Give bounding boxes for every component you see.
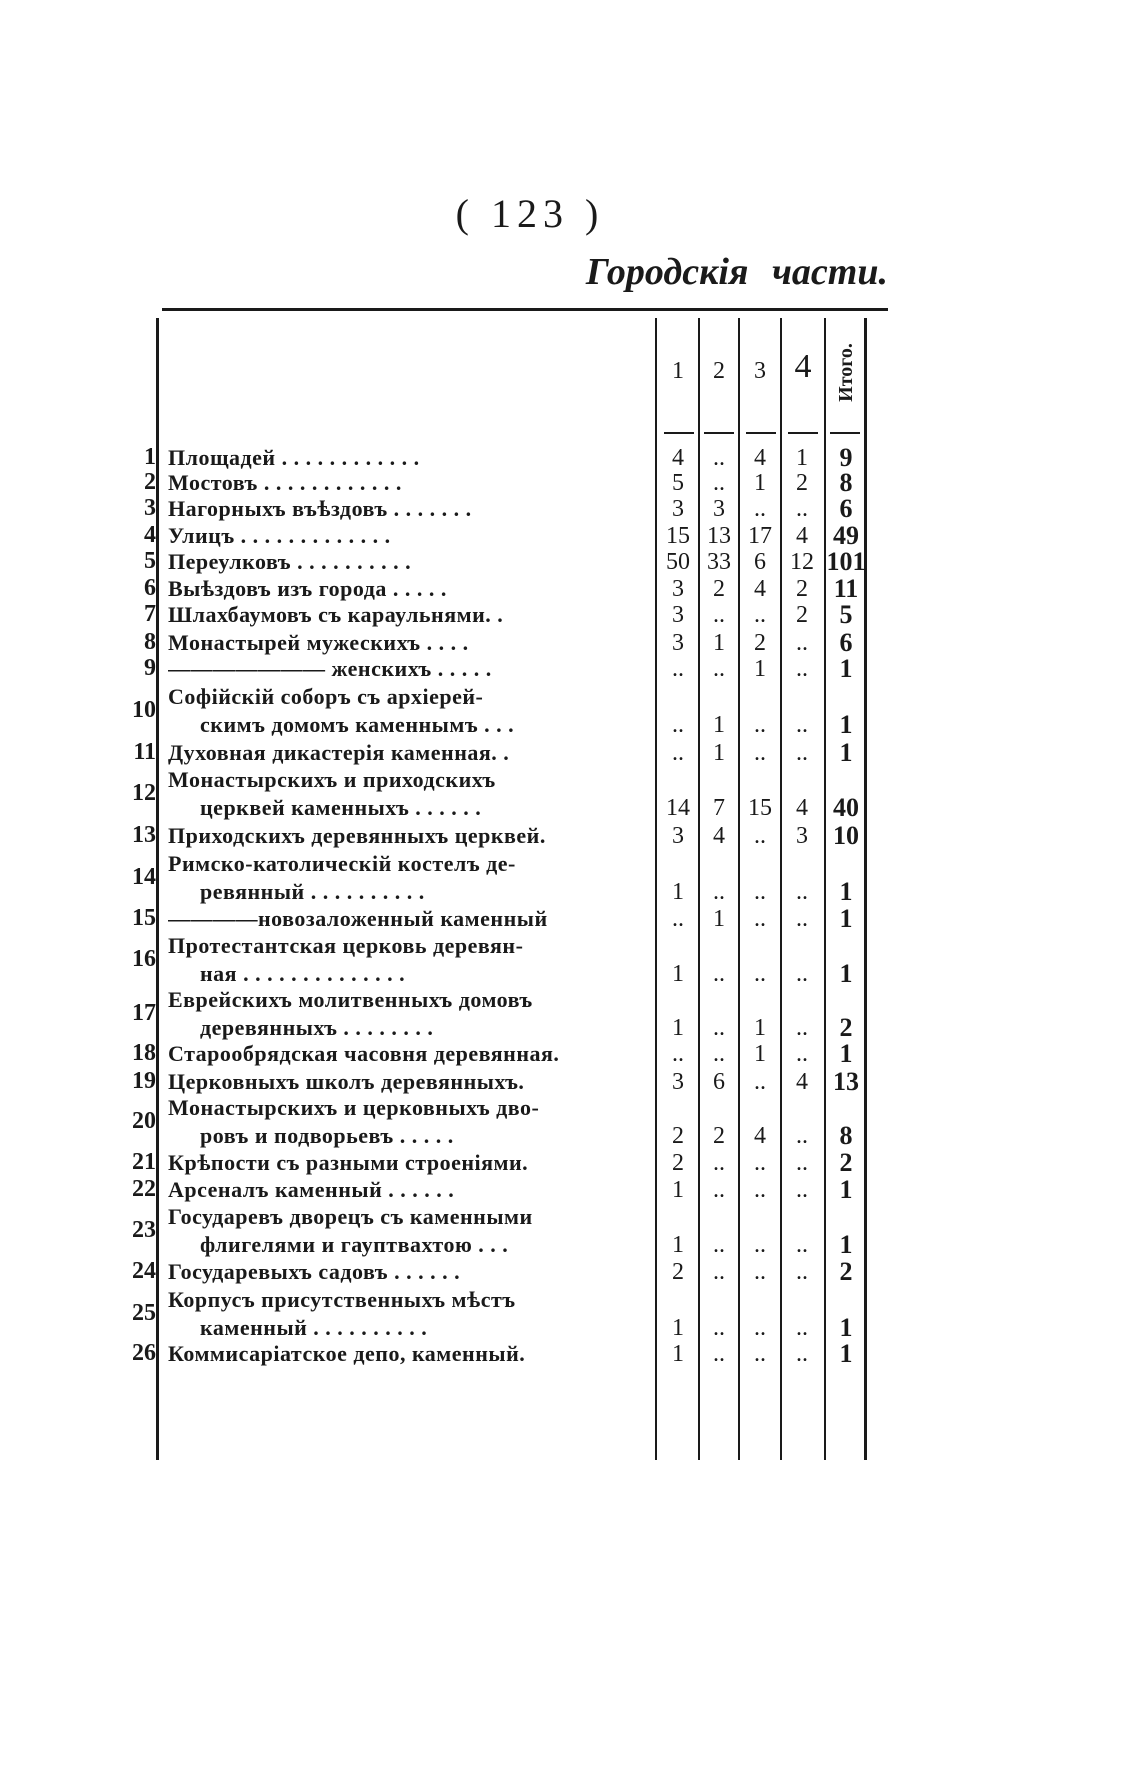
- table-row: [118, 575, 898, 603]
- row-number: 7: [144, 601, 156, 627]
- value-cell: 15: [666, 523, 690, 549]
- row-number: 12: [132, 780, 156, 806]
- value-cell: ..: [754, 1259, 766, 1285]
- total-cell: 6: [839, 494, 853, 523]
- value-cell: 4: [754, 1123, 766, 1149]
- row-number: 25: [132, 1300, 156, 1326]
- value-cell: 13: [707, 523, 731, 549]
- row-label-line: церквей каменныхъ . . . . . .: [200, 795, 482, 820]
- value-cell: ..: [713, 470, 725, 496]
- table-row: [118, 1176, 898, 1204]
- row-number: 21: [132, 1149, 156, 1175]
- value-cell: ..: [754, 1150, 766, 1176]
- value-cell: 3: [713, 496, 725, 522]
- statistics-table: [118, 318, 898, 1460]
- total-cell: 1: [839, 904, 853, 933]
- table-row: [118, 739, 898, 767]
- row-label-line: Коммисаріатское депо, каменный.: [168, 1341, 526, 1366]
- value-cell: 3: [672, 823, 684, 849]
- table-row: [118, 601, 898, 629]
- header-dash: [746, 432, 776, 434]
- total-cell: 1: [839, 959, 853, 988]
- value-cell: ..: [713, 879, 725, 905]
- total-cell: 1: [839, 1230, 853, 1259]
- value-cell: ..: [796, 1150, 808, 1176]
- value-cell: ..: [796, 1177, 808, 1203]
- total-cell: 1: [839, 1175, 853, 1204]
- table-row: [118, 1258, 898, 1286]
- value-cell: 1: [754, 470, 766, 496]
- row-number: 20: [132, 1108, 156, 1134]
- value-cell: 1: [754, 1041, 766, 1067]
- top-rule: [162, 308, 888, 311]
- row-label-line: Монастырскихъ и церковныхъ дво-: [168, 1095, 540, 1120]
- value-cell: ..: [713, 1177, 725, 1203]
- column-header-total: [826, 322, 866, 422]
- value-cell: ..: [754, 1341, 766, 1367]
- value-cell: ..: [713, 1015, 725, 1041]
- table-row: [118, 932, 898, 988]
- value-cell: ..: [796, 1041, 808, 1067]
- value-cell: ..: [796, 961, 808, 987]
- value-cell: ..: [796, 740, 808, 766]
- column-header-3: 3: [754, 358, 766, 384]
- value-cell: ..: [796, 712, 808, 738]
- table-row: [118, 629, 898, 657]
- row-number: 13: [132, 822, 156, 848]
- row-number: 2: [144, 469, 156, 495]
- value-cell: 3: [672, 602, 684, 628]
- table-row: [118, 469, 898, 497]
- value-cell: ..: [713, 1259, 725, 1285]
- row-number: 23: [132, 1217, 156, 1243]
- table-row: [118, 655, 898, 683]
- value-cell: ..: [796, 1315, 808, 1341]
- row-number: 11: [133, 739, 156, 765]
- total-cell: 5: [839, 600, 853, 629]
- value-cell: ..: [796, 1259, 808, 1285]
- value-cell: ..: [754, 823, 766, 849]
- row-label-line: деревянныхъ . . . . . . . .: [200, 1015, 434, 1040]
- total-cell: 1: [839, 738, 853, 767]
- row-label-line: Римско-католическій костелъ де-: [168, 851, 516, 876]
- value-cell: 14: [666, 795, 690, 821]
- value-cell: 2: [672, 1123, 684, 1149]
- value-cell: ..: [713, 1041, 725, 1067]
- total-cell: 1: [839, 1339, 853, 1368]
- table-row: [118, 1203, 898, 1259]
- value-cell: ..: [796, 1341, 808, 1367]
- row-number: 6: [144, 575, 156, 601]
- total-cell: 8: [839, 468, 853, 497]
- row-label-line: Шлахбаумовъ съ караульнями. .: [168, 602, 504, 627]
- table-row: [118, 986, 898, 1042]
- value-cell: 1: [672, 1015, 684, 1041]
- table-row: [118, 766, 898, 822]
- column-header-total-label: Итого.: [834, 342, 857, 402]
- row-label-line: Нагорныхъ въѣздовъ . . . . . . .: [168, 496, 472, 521]
- value-cell: 4: [754, 445, 766, 471]
- value-cell: ..: [796, 656, 808, 682]
- row-label-line: Государевъ дворецъ съ каменными: [168, 1204, 533, 1229]
- value-cell: ..: [672, 1041, 684, 1067]
- value-cell: 1: [672, 961, 684, 987]
- value-cell: 1: [672, 1177, 684, 1203]
- row-label-line: Переулковъ . . . . . . . . . .: [168, 549, 412, 574]
- column-header-1: 1: [672, 358, 684, 384]
- row-number: 1: [144, 444, 156, 470]
- row-number: 22: [132, 1176, 156, 1202]
- value-cell: ..: [672, 712, 684, 738]
- row-label-line: Протестантская церковь деревян-: [168, 933, 524, 958]
- header-dash: [664, 432, 694, 434]
- row-number: 15: [132, 905, 156, 931]
- value-cell: 2: [796, 470, 808, 496]
- row-number: 17: [132, 1000, 156, 1026]
- value-cell: 2: [713, 1123, 725, 1149]
- value-cell: 4: [672, 445, 684, 471]
- value-cell: 3: [796, 823, 808, 849]
- value-cell: 1: [713, 906, 725, 932]
- value-cell: 4: [754, 576, 766, 602]
- value-cell: ..: [754, 496, 766, 522]
- row-number: 18: [132, 1040, 156, 1066]
- value-cell: ..: [713, 656, 725, 682]
- value-cell: 2: [713, 576, 725, 602]
- value-cell: 2: [796, 576, 808, 602]
- row-number: 26: [132, 1340, 156, 1366]
- total-cell: 40: [833, 793, 859, 822]
- value-cell: ..: [713, 1315, 725, 1341]
- row-label-line: Старообрядская часовня деревянная.: [168, 1041, 560, 1066]
- row-label-line: Выѣздовъ изъ города . . . . .: [168, 576, 447, 601]
- table-row: [118, 495, 898, 523]
- value-cell: ..: [796, 1232, 808, 1258]
- value-cell: 6: [713, 1069, 725, 1095]
- table-row: [118, 1149, 898, 1177]
- table-row: [118, 1068, 898, 1096]
- value-cell: ..: [754, 961, 766, 987]
- value-cell: 1: [713, 712, 725, 738]
- value-cell: 1: [672, 1232, 684, 1258]
- value-cell: ..: [672, 906, 684, 932]
- table-row: [118, 522, 898, 550]
- table-row: [118, 822, 898, 850]
- row-label-line: Духовная дикастерія каменная. .: [168, 740, 510, 765]
- value-cell: ..: [754, 879, 766, 905]
- value-cell: ..: [713, 1150, 725, 1176]
- page-number: ( 123 ): [455, 191, 605, 236]
- header-dash: [830, 432, 860, 434]
- value-cell: 2: [672, 1150, 684, 1176]
- row-number: 9: [144, 655, 156, 681]
- row-label-line: скимъ домомъ каменнымъ . . .: [200, 712, 515, 737]
- value-cell: 1: [672, 879, 684, 905]
- table-row: [118, 683, 898, 739]
- table-row: [118, 1040, 898, 1068]
- total-cell: 6: [839, 628, 853, 657]
- value-cell: 4: [796, 523, 808, 549]
- value-cell: ..: [672, 656, 684, 682]
- value-cell: 6: [754, 549, 766, 575]
- value-cell: ..: [713, 961, 725, 987]
- value-cell: 7: [713, 795, 725, 821]
- value-cell: ..: [754, 1315, 766, 1341]
- row-number: 16: [132, 946, 156, 972]
- value-cell: 15: [748, 795, 772, 821]
- value-cell: 3: [672, 630, 684, 656]
- value-cell: 50: [666, 549, 690, 575]
- section-title: Городскія части.: [585, 251, 888, 293]
- value-cell: 1: [713, 740, 725, 766]
- value-cell: ..: [754, 712, 766, 738]
- row-label-line: Корпусъ присутственныхъ мѣстъ: [168, 1287, 516, 1312]
- row-number: 24: [132, 1258, 156, 1284]
- value-cell: ..: [713, 1341, 725, 1367]
- row-label-line: Мостовъ . . . . . . . . . . . .: [168, 470, 402, 495]
- column-header-4: 4: [794, 348, 812, 385]
- row-label-line: Крѣпости съ разными строеніями.: [168, 1150, 529, 1175]
- table-row: [118, 905, 898, 933]
- value-cell: ..: [754, 1177, 766, 1203]
- row-label-line: ревянный . . . . . . . . . .: [200, 879, 425, 904]
- row-label-line: Улицъ . . . . . . . . . . . . .: [168, 523, 391, 548]
- header-dash: [788, 432, 818, 434]
- total-cell: 1: [839, 877, 853, 906]
- value-cell: ..: [754, 602, 766, 628]
- row-number: 4: [144, 522, 156, 548]
- row-label-line: ——————— женскихъ . . . . .: [168, 656, 492, 681]
- value-cell: ..: [754, 1069, 766, 1095]
- value-cell: ..: [754, 1232, 766, 1258]
- value-cell: 2: [672, 1259, 684, 1285]
- total-cell: 101: [826, 547, 866, 576]
- row-label-line: ровъ и подворьевъ . . . . .: [200, 1123, 454, 1148]
- value-cell: 2: [754, 630, 766, 656]
- row-label-line: Еврейскихъ молитвенныхъ домовъ: [168, 987, 533, 1012]
- value-cell: 1: [754, 656, 766, 682]
- table-row: [118, 1094, 898, 1150]
- row-label-line: Государевыхъ садовъ . . . . . .: [168, 1259, 461, 1284]
- row-label-line: ная . . . . . . . . . . . . . .: [200, 961, 406, 986]
- value-cell: 33: [707, 549, 731, 575]
- value-cell: 3: [672, 576, 684, 602]
- row-label-line: Церковныхъ школъ деревянныхъ.: [168, 1069, 525, 1094]
- value-cell: 1: [672, 1341, 684, 1367]
- total-cell: 2: [839, 1013, 853, 1042]
- row-number: 3: [144, 495, 156, 521]
- header-dash: [704, 432, 734, 434]
- row-label-line: Арсеналъ каменный . . . . . .: [168, 1177, 455, 1202]
- total-cell: 1: [839, 1313, 853, 1342]
- value-cell: 3: [672, 496, 684, 522]
- total-cell: 11: [833, 574, 859, 603]
- value-cell: ..: [796, 879, 808, 905]
- total-cell: 1: [839, 1039, 853, 1068]
- value-cell: 4: [796, 795, 808, 821]
- row-label-line: Монастырскихъ и приходскихъ: [168, 767, 496, 792]
- value-cell: ..: [796, 906, 808, 932]
- value-cell: 1: [713, 630, 725, 656]
- total-cell: 2: [839, 1257, 853, 1286]
- column-header-2: 2: [713, 358, 725, 384]
- value-cell: ..: [796, 630, 808, 656]
- table-row: [118, 850, 898, 906]
- row-number: 14: [132, 864, 156, 890]
- row-label-line: каменный . . . . . . . . . .: [200, 1315, 428, 1340]
- total-cell: 13: [833, 1067, 859, 1096]
- total-cell: 1: [839, 710, 853, 739]
- value-cell: ..: [796, 496, 808, 522]
- value-cell: 12: [790, 549, 814, 575]
- total-cell: 8: [839, 1121, 853, 1150]
- value-cell: ..: [754, 740, 766, 766]
- value-cell: ..: [713, 445, 725, 471]
- total-cell: 2: [839, 1148, 853, 1177]
- value-cell: ..: [713, 1232, 725, 1258]
- value-cell: ..: [672, 740, 684, 766]
- total-cell: 10: [833, 821, 859, 850]
- value-cell: ..: [796, 1015, 808, 1041]
- value-cell: 4: [713, 823, 725, 849]
- row-label-line: Площадей . . . . . . . . . . . .: [168, 445, 420, 470]
- table-row: [118, 1286, 898, 1342]
- row-label-line: Монастырей мужескихъ . . . .: [168, 630, 469, 655]
- row-number: 10: [132, 697, 156, 723]
- value-cell: 4: [796, 1069, 808, 1095]
- value-cell: ..: [713, 602, 725, 628]
- table-row: [118, 1340, 898, 1368]
- value-cell: ..: [754, 906, 766, 932]
- table-row: [118, 444, 898, 472]
- row-label-line: Софійскій соборъ съ архіерей-: [168, 684, 484, 709]
- row-label-line: флигелями и гауптвахтою . . .: [200, 1232, 509, 1257]
- row-label-line: Приходскихъ деревянныхъ церквей.: [168, 823, 546, 848]
- value-cell: 1: [754, 1015, 766, 1041]
- value-cell: 3: [672, 1069, 684, 1095]
- value-cell: 2: [796, 602, 808, 628]
- total-cell: 49: [833, 521, 859, 550]
- value-cell: ..: [796, 1123, 808, 1149]
- table-row: [118, 548, 898, 576]
- row-number: 19: [132, 1068, 156, 1094]
- total-cell: 9: [839, 443, 853, 472]
- value-cell: 17: [748, 523, 772, 549]
- value-cell: 5: [672, 470, 684, 496]
- row-number: 8: [144, 629, 156, 655]
- value-cell: 1: [796, 445, 808, 471]
- total-cell: 1: [839, 654, 853, 683]
- row-label-line: ————новозаложенный каменный: [168, 906, 548, 931]
- row-number: 5: [144, 548, 156, 574]
- value-cell: 1: [672, 1315, 684, 1341]
